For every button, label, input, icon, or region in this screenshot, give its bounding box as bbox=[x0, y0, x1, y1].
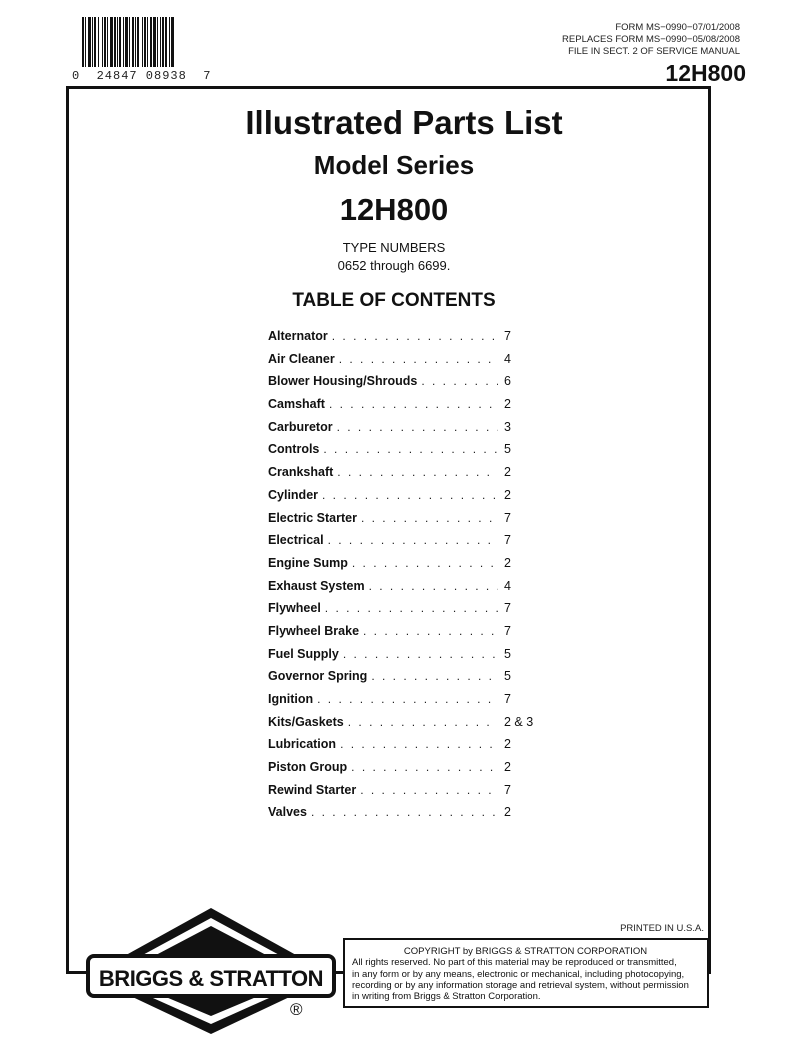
toc-entry-page: 7 bbox=[504, 601, 511, 616]
toc-leader-dots bbox=[351, 759, 498, 775]
toc-entry-label: Air Cleaner bbox=[268, 351, 339, 367]
toc-entry-page: 7 bbox=[504, 623, 511, 638]
toc-entry bbox=[268, 714, 548, 737]
toc-entry-label: Fuel Supply bbox=[268, 646, 343, 662]
toc-leader-dots bbox=[360, 782, 498, 798]
toc-entry-label: Controls bbox=[268, 441, 323, 457]
toc-entry bbox=[268, 668, 548, 691]
page-subtitle: Model Series bbox=[313, 150, 475, 180]
copyright-heading: COPYRIGHT by BRIGGS & STRATTON CORPORATION bbox=[403, 946, 648, 957]
toc-leader-dots bbox=[325, 600, 498, 616]
barcode-bars bbox=[72, 17, 222, 69]
copyright-line: in writing from Briggs & Stratton Corporation. bbox=[352, 991, 541, 1003]
toc-leader-dots bbox=[343, 646, 498, 662]
toc-leader-dots bbox=[348, 714, 498, 730]
page-title: Illustrated Parts List bbox=[245, 104, 563, 141]
toc-entry bbox=[268, 691, 548, 714]
toc-entry-label: Piston Group bbox=[268, 759, 351, 775]
toc-entry bbox=[268, 623, 548, 646]
toc-entry bbox=[268, 600, 548, 623]
toc-entry-page: 5 bbox=[504, 646, 511, 661]
toc-entry-label: Governor Spring bbox=[268, 668, 371, 684]
toc-leader-dots bbox=[352, 555, 498, 571]
toc-entry bbox=[268, 782, 548, 805]
toc-entry-page: 4 bbox=[504, 578, 511, 593]
model-series-number: 12H800 bbox=[339, 192, 449, 227]
toc-entry bbox=[268, 396, 548, 419]
toc-leader-dots bbox=[311, 804, 498, 820]
toc-entry-page: 7 bbox=[504, 782, 511, 797]
toc-entry-label: Flywheel bbox=[268, 600, 325, 616]
toc-entry-page: 5 bbox=[504, 669, 511, 684]
toc-entry bbox=[268, 736, 548, 759]
toc-entry bbox=[268, 373, 548, 396]
toc-entry-page: 2 bbox=[504, 760, 511, 775]
toc-entry-label: Engine Sump bbox=[268, 555, 352, 571]
toc-leader-dots bbox=[339, 351, 498, 367]
toc-entry-page: 2 bbox=[504, 487, 511, 502]
toc-leader-dots bbox=[421, 373, 498, 389]
toc-entry-label: Camshaft bbox=[268, 396, 329, 412]
toc-leader-dots bbox=[363, 623, 498, 639]
toc-leader-dots bbox=[337, 464, 498, 480]
toc-entry-page: 7 bbox=[504, 692, 511, 706]
toc-entry-label: Rewind Starter bbox=[268, 782, 360, 798]
toc-leader-dots bbox=[329, 396, 498, 412]
toc-entry-page: 2 & 3 bbox=[504, 714, 534, 729]
toc-entry bbox=[268, 759, 548, 782]
toc-entry bbox=[268, 464, 548, 487]
toc-heading: TABLE OF CONTENTS bbox=[292, 290, 496, 311]
type-numbers-label: TYPE NUMBERS bbox=[342, 240, 446, 255]
copyright-line: in any form or by any means, electronic or mechanical, including photocopying, bbox=[352, 968, 685, 980]
toc-entry-page: 4 bbox=[504, 351, 511, 366]
toc-entry-label: Valves bbox=[268, 804, 311, 820]
toc-entry-page: 2 bbox=[504, 737, 511, 752]
toc-entry-label: Electric Starter bbox=[268, 510, 361, 526]
toc-entry-page: 2 bbox=[504, 555, 511, 570]
toc-entry-page: 2 bbox=[504, 397, 511, 412]
toc-leader-dots bbox=[369, 578, 498, 594]
toc-entry-label: Flywheel Brake bbox=[268, 623, 363, 639]
barcode bbox=[72, 17, 222, 83]
toc-entry-label: Alternator bbox=[268, 328, 332, 344]
toc-entry-label: Carburetor bbox=[268, 419, 337, 435]
toc-entry-page: 6 bbox=[504, 374, 511, 389]
toc-entry-page: 2 bbox=[504, 805, 511, 820]
replaces-form: REPLACES FORM MS−0990−05/08/2008 bbox=[562, 34, 740, 45]
toc-entry-page: 7 bbox=[504, 533, 511, 548]
toc-entry bbox=[268, 441, 548, 464]
toc-entry bbox=[268, 510, 548, 533]
toc-entry bbox=[268, 351, 548, 374]
toc-leader-dots bbox=[361, 510, 498, 526]
toc-entry bbox=[268, 419, 548, 442]
toc-leader-dots bbox=[332, 328, 498, 344]
registered-mark: ® bbox=[290, 1000, 303, 1019]
form-info bbox=[562, 22, 740, 58]
toc-entry bbox=[268, 804, 548, 827]
copyright-box bbox=[343, 938, 709, 1008]
toc-leader-dots bbox=[328, 532, 498, 548]
printed-in: PRINTED IN U.S.A. bbox=[620, 923, 704, 934]
toc-leader-dots bbox=[322, 487, 498, 503]
toc-entry-label: Blower Housing/Shrouds bbox=[268, 373, 421, 389]
type-numbers-range: 0652 through 6699. bbox=[337, 258, 451, 273]
barcode-digits: 0 24847 08938 7 bbox=[72, 69, 212, 83]
form-number: FORM MS−0990−07/01/2008 bbox=[615, 22, 740, 33]
table-of-contents bbox=[268, 328, 548, 827]
toc-entry-label: Lubrication bbox=[268, 736, 340, 752]
toc-entry-page: 7 bbox=[504, 510, 511, 525]
copyright-line: All rights reserved. No part of this material may be reproduced or transmitted, bbox=[352, 957, 677, 969]
logo-text: BRIGGS & STRATTON bbox=[98, 966, 324, 991]
toc-entry bbox=[268, 555, 548, 578]
toc-entry-page: 2 bbox=[504, 465, 511, 480]
toc-entry-page: 7 bbox=[504, 329, 511, 343]
toc-entry bbox=[268, 487, 548, 510]
toc-leader-dots bbox=[337, 419, 498, 435]
toc-leader-dots bbox=[371, 668, 498, 684]
toc-entry-label: Ignition bbox=[268, 691, 317, 707]
file-location: FILE IN SECT. 2 OF SERVICE MANUAL bbox=[568, 46, 740, 57]
toc-entry-label: Exhaust System bbox=[268, 578, 369, 594]
toc-entry-page: 3 bbox=[504, 419, 511, 434]
toc-leader-dots bbox=[340, 736, 498, 752]
copyright-line: recording or by any information storage and retrieval system, without permission bbox=[352, 979, 689, 991]
toc-entry-label: Cylinder bbox=[268, 487, 322, 503]
toc-entry bbox=[268, 328, 548, 351]
toc-entry-label: Electrical bbox=[268, 532, 328, 548]
toc-entry bbox=[268, 532, 548, 555]
toc-entry bbox=[268, 578, 548, 601]
header-model-code: 12H800 bbox=[665, 60, 746, 86]
toc-leader-dots bbox=[323, 441, 498, 457]
toc-leader-dots bbox=[317, 691, 498, 707]
toc-entry-label: Kits/Gaskets bbox=[268, 714, 348, 730]
toc-entry-label: Crankshaft bbox=[268, 464, 337, 480]
toc-entry-page: 5 bbox=[504, 442, 511, 457]
toc-entry bbox=[268, 646, 548, 669]
